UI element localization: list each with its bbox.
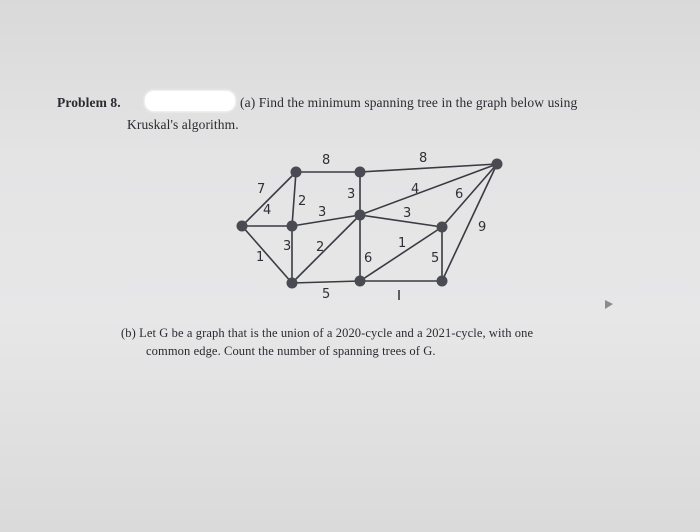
- edge-weight-label: 2: [316, 240, 325, 255]
- edge-weight-label: 6: [455, 187, 464, 202]
- cursor-arrow-icon: [605, 300, 613, 309]
- edge-weight-label: 8: [419, 151, 428, 166]
- vertex: [355, 210, 366, 221]
- part-a-text: (a) Find the minimum spanning tree in the graph below using: [240, 95, 578, 110]
- vertex: [291, 167, 302, 178]
- vertex: [355, 276, 366, 287]
- graph-vertices: [237, 159, 503, 289]
- edge-weight-label: 3: [283, 239, 292, 254]
- edge-diag-e: [292, 215, 360, 283]
- vertex: [437, 222, 448, 233]
- edge-left-lower: [242, 226, 292, 283]
- edge-weight-label: 3: [403, 206, 412, 221]
- vertex: [355, 167, 366, 178]
- vertex: [237, 221, 248, 232]
- edge-vertical-a: [292, 172, 296, 226]
- edge-weight-label: 1: [398, 236, 407, 251]
- edge-weight-label: 5: [431, 251, 440, 266]
- vertex: [287, 278, 298, 289]
- vertex: [492, 159, 503, 170]
- edge-weight-label: 4: [411, 182, 420, 197]
- edge-weight-label: 1: [256, 250, 265, 265]
- edge-weight-label: 5: [322, 287, 331, 302]
- part-b-line2: common edge. Count the number of spanning trees of G.: [146, 344, 436, 358]
- edge-weight-label: 9: [478, 220, 487, 235]
- vertex: [437, 276, 448, 287]
- edge-weight-label: 7: [257, 182, 266, 197]
- edge-mid-right: [360, 215, 442, 227]
- edge-bottom-left: [292, 281, 360, 283]
- part-b-line1: (b) Let G be a graph that is the union of a 2020-cycle and a 2021-cycle, with one: [121, 326, 534, 340]
- part-a-continuation: Kruskal's algorithm.: [127, 117, 239, 132]
- edge-weight-label: 3: [347, 187, 356, 202]
- problem-heading: Problem 8.: [57, 95, 121, 110]
- vertex: [287, 221, 298, 232]
- edge-weight-label: 8: [322, 153, 331, 168]
- edge-weight-label: 4: [263, 203, 272, 218]
- edge-weight-label: 6: [364, 251, 373, 266]
- edge-weight-label: 2: [298, 194, 307, 209]
- edge-weight-label: 3: [318, 205, 327, 220]
